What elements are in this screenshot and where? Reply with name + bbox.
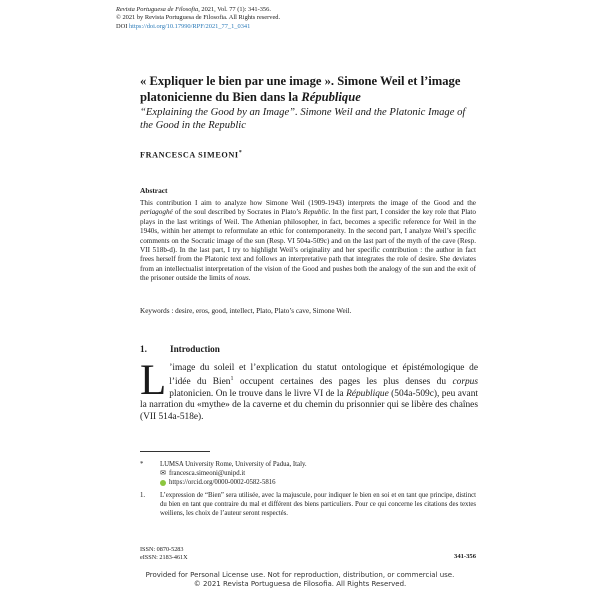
- footnote-ref-1[interactable]: 1: [230, 376, 234, 383]
- email-line: [160, 469, 476, 478]
- issn-block: ISSN: 0870-5283 eISSN: 2183-461X: [140, 546, 188, 561]
- doi-link[interactable]: https://doi.org/10.17990/RPF/2021_77_1_0341: [128, 22, 251, 30]
- author-name: FRANCESCA SIMEONI*: [140, 150, 242, 160]
- footnote-1: 1. L’expression de “Bien” sera utilisée, avec la majuscule, pour indiquer le bien en soi et en tant que principe, distinct du bien en tant que contraire du mal et différent des biens particuliers. Pour ce qui concerne les citations des textes weiliens, les choix de l’auteur seront respectés.: [140, 492, 476, 518]
- abstract-heading: Abstract: [140, 186, 168, 195]
- orcid-link[interactable]: https://orcid.org/0000-0002-0582-5816: [169, 479, 276, 487]
- keywords: Keywords : desire, eros, good, intellect, Plato, Plato’s cave, Simone Weil.: [140, 307, 352, 315]
- article-title: « Expliquer le bien par une image ». Simone Weil et l’image platonicienne du Bien dans la République: [140, 74, 461, 104]
- email-link[interactable]: francesca.simeoni@unipd.it: [169, 470, 246, 478]
- author-footnote-mark[interactable]: *: [238, 150, 242, 156]
- license-notice: Provided for Personal License use. Not for reproduction, distribution, or commercial use. © 2021 Revista Portuguesa de Filosofia. All Rights Reserved.: [145, 571, 455, 589]
- copyright-line: © 2021 by Revista Portuguesa de Filosofia. All Rights reserved.: [116, 14, 281, 22]
- author-footnote: * LUMSA University Rome, University of Padua, Italy. ✉ francesca.simeoni@unipd.it https://orcid.org/0000-0002-0582-5816: [140, 460, 476, 488]
- section-number: 1.: [140, 344, 147, 354]
- orcid-line: [160, 478, 476, 487]
- envelope-icon: ✉: [160, 470, 166, 478]
- page-range: 341-356: [454, 553, 476, 560]
- journal-reference: Revista Portuguesa de Filosofia, 2021, Vol. 77 (1): 341-356.: [116, 6, 271, 13]
- section-heading: [140, 344, 220, 354]
- intro-paragraph: L ’image du soleil et l’explication du statut ontologique et épistémologique de l’idée du Bien$^1$ occupent certaines des pages les plus denses du corpus platonicien. On le trouve dans le livre VI de la République (504a-509c), peu avant la narration du «mythe» de la caverne et du chemin du prisonnier qui se libère des chaînes (VII 514a-518e).: [140, 357, 479, 422]
- section-title: Introduction: [170, 344, 220, 354]
- article-subtitle: “Explaining the Good by an Image”. Simone Weil and the Platonic Image of the Good in the Republic: [140, 107, 466, 131]
- affiliation: LUMSA University Rome, University of Padua, Italy.: [160, 461, 307, 468]
- orcid-icon: [160, 480, 166, 486]
- doi-line: DOI https://doi.org/10.17990/RPF/2021_77_1_0341: [116, 22, 251, 30]
- footnote-divider: [140, 451, 210, 452]
- abstract-text: This contribution I aim to analyze how Simone Weil (1909-1943) interprets the image of the Good and the periagoghé of the soul described by Socrates in Plato’s Republic. In the first part, I consider the key role that Plato plays in the last writings of Weil. The Athenian philosopher, in fact, becomes a specific reference for Weil in the 1940s, within her attempt to reformulate an ethic for contemporaneity. In the second part, I analyze Weil’s specific comments on the Socratic image of the sun (Resp. VI 504a-509c) and on the last part of the myth of the cave (Resp. VII 518b-d). In the last part, I try to highlight Weil’s originality and her specific contribution : the author in fact frees herself from the Platonic text and follows an interpretative path that integrates the role of desire. She deviates from an intellectualist interpretation of the vision of the Good and pushes both the analogy of the sun and the exit of the prisoner outside the limits of nous.: [140, 199, 476, 283]
- drop-cap: L: [140, 357, 167, 404]
- journal-header: [116, 6, 280, 31]
